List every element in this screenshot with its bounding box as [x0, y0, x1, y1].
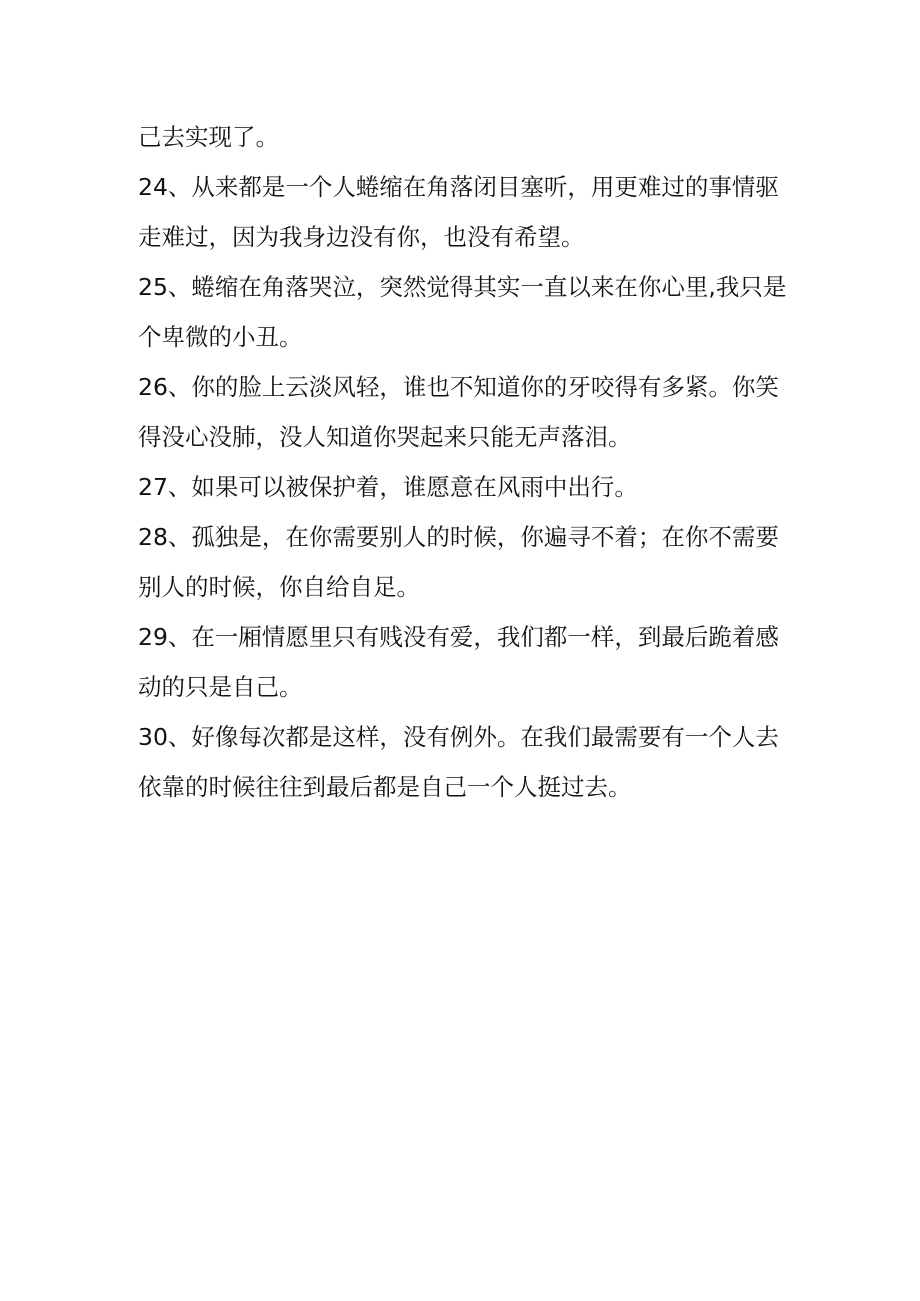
paragraph-item-24: 24、从来都是一个人蜷缩在角落闭目塞听，用更难过的事情驱走难过，因为我身边没有你，也没有希望。 — [138, 173, 779, 251]
paragraph-item-26: 26、你的脸上云淡风轻，谁也不知道你的牙咬得有多紧。你笑得没心没肺，没人知道你哭起来只能无声落泪。 — [138, 373, 779, 451]
document-body — [138, 112, 798, 812]
paragraph-continuation: 己去实现了。 — [138, 123, 279, 151]
paragraph-item-27: 27、如果可以被保护着，谁愿意在风雨中出行。 — [138, 473, 638, 501]
paragraph-item-30: 30、好像每次都是这样，没有例外。在我们最需要有一个人去依靠的时候往往到最后都是自己一个人挺过去。 — [138, 723, 779, 801]
paragraph-item-29: 29、在一厢情愿里只有贱没有爱，我们都一样，到最后跪着感动的只是自己。 — [138, 623, 779, 701]
paragraph-item-28: 28、孤独是，在你需要别人的时候，你遍寻不着；在你不需要别人的时候，你自给自足。 — [138, 523, 779, 601]
paragraph-item-25: 25、蜷缩在角落哭泣，突然觉得其实一直以来在你心里,我只是个卑微的小丑。 — [138, 273, 787, 351]
